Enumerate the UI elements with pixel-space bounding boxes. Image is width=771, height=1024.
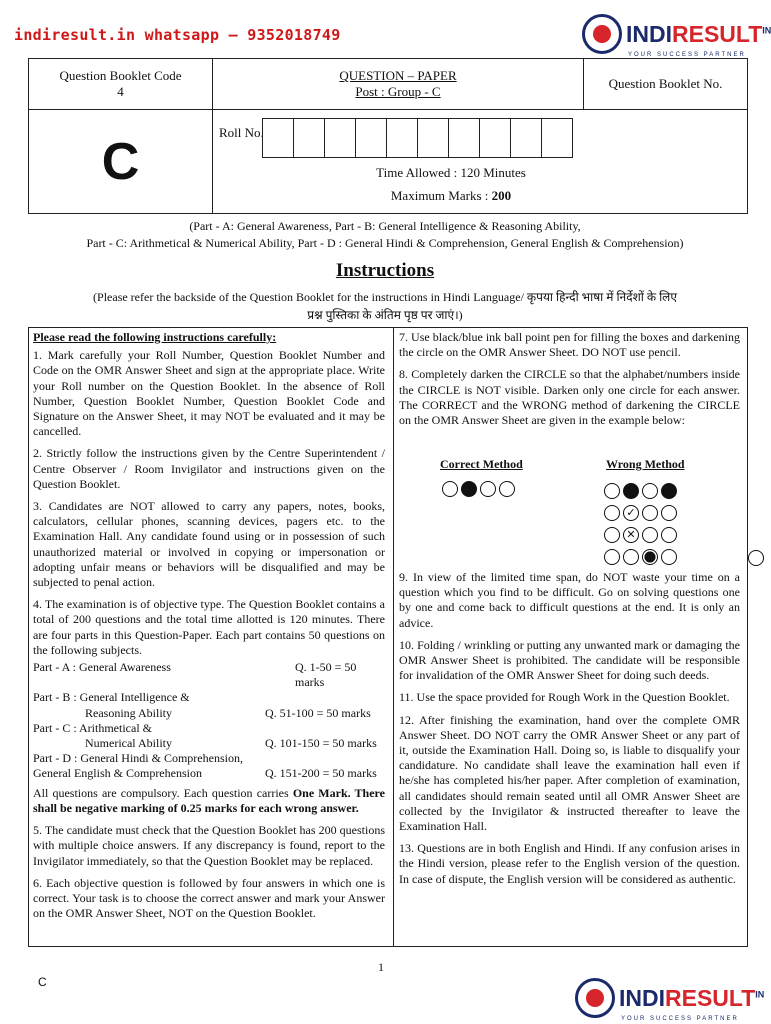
bubble-empty (623, 549, 639, 565)
correct-method-label: Correct Method (440, 457, 523, 471)
parts-line-2: Part - C: Arithmetical & Numerical Ability, Part - D : General Hindi & Comprehension, General English & Comprehension) (86, 236, 684, 250)
parts-line-1: (Part - A: General Awareness, Part - B: General Intelligence & Reasoning Ability, (189, 219, 581, 233)
logo-name-1: INDI (619, 984, 665, 1011)
right-column-bottom (399, 570, 740, 894)
bubble-empty (642, 505, 658, 521)
logo-name-2: RESULT (665, 984, 756, 1011)
instruction-4: 4. The examination is of objective type. The Question Booklet contains a total of 200 questions and the total time allotted is 120 minutes. There are four parts in this Question-Paper. Each part contains 50 questions on the following subjects. (33, 597, 385, 657)
roll-no-label: Roll No. (219, 125, 264, 140)
bubble-empty (480, 481, 496, 497)
max-marks (311, 188, 591, 204)
wrong-method-label: Wrong Method (606, 457, 685, 471)
bubble-empty (604, 527, 620, 543)
instruction-13: 13. Questions are in both English and Hindi. If any confusion arises in the Hindi version, please refer to the English version of the question. In case of dispute, the English version will be considered as authentic. (399, 841, 740, 886)
logo-badge: IN (762, 24, 771, 35)
logo-bottom (575, 978, 764, 1022)
booklet-no-label: Question Booklet No. (608, 76, 723, 91)
bubble-empty (604, 549, 620, 565)
instruction-8: 8. Completely darken the CIRCLE so that the alphabet/numbers inside the CIRCLE is NOT visible. Darken only one circle for each answer. The CORRECT and the WRONG method of darkening the CIRCLE on the OMR Answer Sheet are given in the example below: (399, 367, 740, 428)
logo-name-1: INDI (626, 20, 672, 47)
instruction-6: 6. Each objective question is followed by four answers in which one is correct. Your task is to choose the correct answer and mark your Answer on the OMR Answer Sheet, NOT on the Question Booklet. (33, 875, 385, 921)
logo-tagline: YOUR SUCCESS PARTNER (628, 52, 746, 58)
marks-row-right: Q. 1-50 = 50 marks (295, 660, 357, 690)
marks-row-left: Part - C : Arithmetical & (33, 720, 152, 735)
marks-row-right (295, 751, 385, 766)
instruction-5: 5. The candidate must check that the Question Booklet has 200 questions with multiple choice answers. If any discrepancy is found, report to the Invigilator immediately, so that the Question Booklet may be replaced. (33, 823, 385, 868)
logo-mark-icon (575, 978, 615, 1018)
bubble-empty (642, 483, 658, 499)
time-allowed: Time Allowed : 120 Minutes (376, 165, 526, 180)
page-number: 1 (378, 960, 384, 974)
bubble-filled (623, 483, 639, 499)
bubble-empty (661, 527, 677, 543)
marks-row-right: Q. 51-100 = 50 marks (265, 705, 371, 720)
max-marks-label: Maximum Marks : (390, 188, 489, 203)
instruction-1: 1. Mark carefully your Roll Number, Question Booklet Number and Code on the OMR Answer Sheet and sign at the appropriate place. Write your Roll number on the Question Booklet. In the absence of Roll Number, Question Booklet Number, Question Booklet Code and Signature on the Answer Sheet, it may NOT be evaluated and it may be cancelled. (33, 348, 385, 439)
bubble-empty (661, 549, 677, 565)
instruction-3: 3. Candidates are NOT allowed to carry any papers, notes, books, calculators, cellular phones, scanning devices, pagers etc. to the Examination Hall. Any candidate found using or in possession of such unauthorized material or involved in copying or impersonation or adopting unfair means or behaviors will be disqualified and may be subjected to penal action. (33, 499, 385, 590)
hindi-note-line-1: (Please refer the backside of the Question Booklet for the instructions in Hindi Language/ कृपया हिन्दी भाषा में निर्देशों के लिए (93, 290, 677, 304)
right-column-top (399, 330, 740, 430)
marks-row-right: Q. 101-150 = 50 marks (265, 736, 377, 751)
marks-row-left: Numerical Ability (85, 736, 172, 751)
marks-row-left: Part - D : General Hindi & Comprehension, (33, 751, 243, 766)
bubble-empty (661, 505, 677, 521)
bubble-filled (461, 481, 477, 497)
booklet-code-label: Question Booklet Code (59, 68, 182, 83)
marks-table (33, 660, 385, 782)
marks-row-right: Q. 151-200 = 50 marks (265, 766, 377, 781)
marks-row-left: General English & Comprehension (33, 766, 202, 781)
left-column (33, 330, 385, 928)
bubble-empty (442, 481, 458, 497)
correct-method-bubbles (442, 480, 518, 498)
wrong-method-bubbles (604, 480, 680, 568)
negative-marking-note (33, 786, 385, 816)
marks-row-right (295, 721, 385, 736)
marks-row-left: Reasoning Ability (85, 705, 172, 720)
instruction-11: 11. Use the space provided for Rough Work in the Question Booklet. (399, 690, 730, 705)
side-marker-circle (748, 550, 764, 566)
instruction-9: 9. In view of the limited time span, do NOT waste your time on a question which you find to be difficult. Go on solving questions one by one and come back to difficult questions at the end. It is only an advice. (399, 570, 740, 630)
bubble-empty (499, 481, 515, 497)
series-letter: C (101, 132, 140, 191)
bubble-empty (604, 483, 620, 499)
hindi-note-line-2: प्रश्न पुस्तिका के अंतिम पृष्ठ पर जाएं।) (307, 308, 463, 322)
post-group: Post : Group - C (355, 84, 441, 99)
bubble-empty (642, 527, 658, 543)
footer-series: C (38, 975, 47, 989)
logo-tagline: YOUR SUCCESS PARTNER (621, 1016, 739, 1022)
bubble-filled (661, 483, 677, 499)
logo-badge: IN (755, 988, 765, 999)
booklet-code-value: 4 (117, 84, 124, 99)
tick-icon: ✓ (626, 506, 636, 520)
bubble-empty (604, 505, 620, 521)
watermark-text: indiresult.in whatsapp – 9352018749 (14, 26, 341, 44)
instruction-10: 10. Folding / wrinkling or putting any unwanted mark or damaging the OMR Answer Sheet is prohibited. The candidate will be responsible for invalidation of the OMR Answer Sheet for doing such deeds. (399, 637, 740, 683)
instruction-12: 12. After finishing the examination, hand over the complete OMR Answer Sheet. DO NOT carry the OMR Answer Sheet or any part of it, outside the Examination Hall. Doing so, is liable to disqualify your candidature. No candidate shall leave the examination hall even if he/she has completed his/her paper. After completion of examination, all candidates should remain seated until all OMR Answer Sheet are collected by the Invigilator & instructed thereafter to leave the Examination Hall. (399, 712, 740, 834)
logo-name-2: RESULT (672, 20, 763, 47)
logo-top (582, 14, 771, 58)
marks-row-left: Part - B : General Intelligence & (33, 690, 190, 705)
cross-icon: ✕ (626, 528, 636, 542)
bubble-cross (623, 527, 639, 543)
logo-mark-icon (582, 14, 622, 54)
compulsory-bold: One Mark. There shall be negative marking of 0.25 marks for each wrong answer. (33, 785, 385, 815)
bubble-tick (623, 505, 639, 521)
instruction-2: 2. Strictly follow the instructions given by the Centre Superintendent / Centre Observer / Room Invigilator and instructions given on the Question Booklet. (33, 446, 385, 491)
paper-title: QUESTION – PAPER (339, 68, 457, 83)
max-marks-value: 200 (491, 188, 512, 203)
marks-row-left: Part - A : General Awareness (33, 660, 171, 675)
marks-row-right (295, 690, 385, 705)
instructions-heading: Please read the following instructions carefully: (33, 330, 277, 344)
bubble-partial (642, 549, 658, 565)
instruction-7: 7. Use black/blue ink ball point pen for filling the boxes and darkening the circle on the OMR Answer Sheet. DO NOT use pencil. (399, 330, 740, 360)
compulsory-text: All questions are compulsory. Each question carries (33, 785, 293, 800)
instructions-title: Instructions (335, 260, 435, 281)
